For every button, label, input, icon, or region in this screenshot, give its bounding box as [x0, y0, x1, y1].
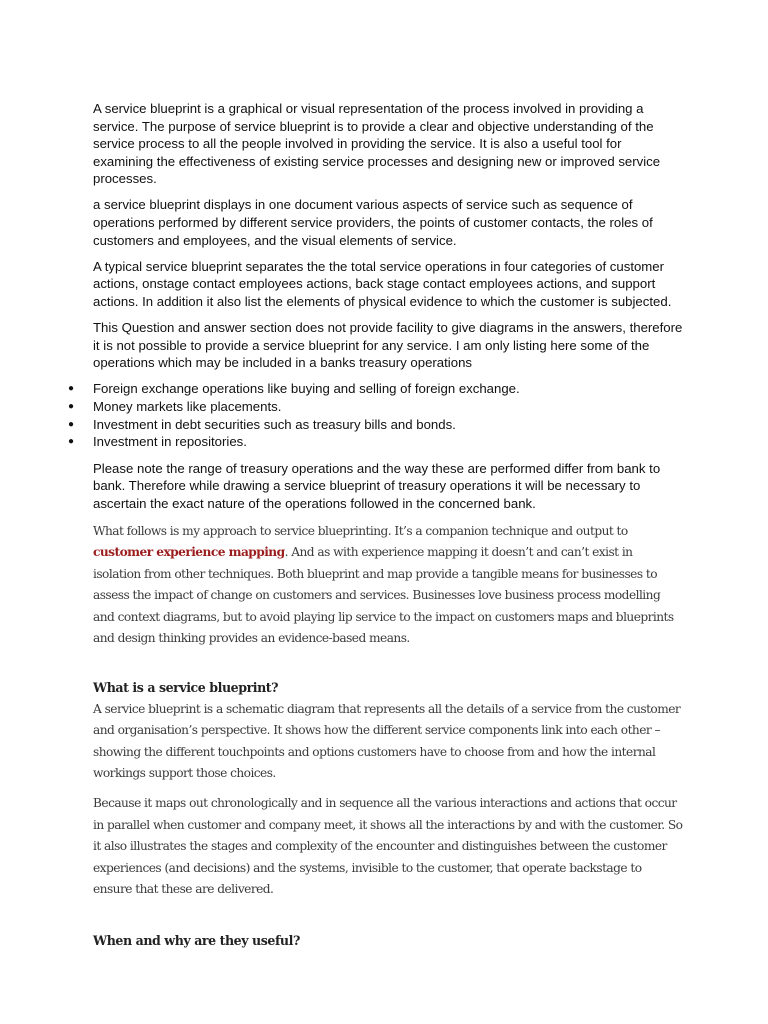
intro-text-after-link: . And as with experience mapping it doesn’t and can’t exist in isolation from other techniques. Both blueprint and map provide a tangible means for businesses to assess the impact of change on customers and services. Businesses love business process modelling and context diagrams, but to avoid playing lip service to the impact on customers maps and blueprints and design thinking provides an evidence-based means.	[93, 545, 674, 645]
list-item	[68, 380, 683, 398]
article-section	[93, 521, 683, 952]
bullet-icon: ●	[68, 436, 75, 448]
document-page	[68, 100, 683, 952]
paragraph-chronology: Because it maps out chronologically and in sequence all the various interactions and actions that occur in parallel when customer and company meet, it shows all the interactions by and with the customer. So it also illustrates the stages and complexity of the encounter and distinguishes between the customer experiences (and decisions) and the systems, invisible to the customer, that operate backstage to ensure that these are delivered.	[93, 796, 683, 897]
heading-what-is-blueprint: What is a service blueprint?	[93, 680, 279, 696]
paragraph-categories: A typical service blueprint separates the the total service operations in four categories of customer actions, onstage contact employees actions, back stage contact employees actions, and support actions. In addition it also list the elements of physical evidence to which the customer is subjected.	[93, 258, 672, 309]
paragraph-closing: Please note the range of treasury operations and the way these are performed differ from bank to bank. Therefore while drawing a service blueprint of treasury operations it will be necessary to ascertain the exact nature of the operations followed in the concerned bank.	[93, 460, 661, 511]
paragraph-aspects: a service blueprint displays in one document various aspects of service such as sequence of operations performed by different service providers, the points of customer contacts, the roles of customers and employees, and the visual elements of service.	[93, 197, 653, 248]
list-item	[68, 433, 683, 451]
paragraph-limitation: This Question and answer section does not provide facility to give diagrams in the answers, therefore it is not possible to provide a service blueprint for any service. I am only listing here some of the operations which may be included in a banks treasury operations	[93, 320, 683, 371]
bullet-icon: ●	[68, 383, 75, 395]
list-item	[68, 398, 683, 416]
list-item	[68, 416, 683, 434]
paragraph-intro	[93, 521, 683, 649]
bullet-icon: ●	[68, 418, 75, 430]
heading-when-why-useful: When and why are they useful?	[93, 933, 300, 949]
intro-text-before-link: What follows is my approach to service blueprinting. It’s a companion technique and output to	[93, 523, 628, 538]
list-item-text: Investment in debt securities such as treasury bills and bonds.	[93, 416, 456, 432]
treasury-operations-list	[68, 380, 683, 450]
list-item-text: Investment in repositories.	[93, 434, 247, 450]
list-item-text: Foreign exchange operations like buying and selling of foreign exchange.	[93, 381, 520, 397]
paragraph-definition: A service blueprint is a graphical or visual representation of the process involved in providing a service. The purpose of service blueprint is to provide a clear and objective understanding of the service process to all the people involved in providing the service. It is also a useful tool for examining the effectiveness of existing service processes and designing new or improved service processes.	[93, 101, 661, 187]
paragraph-schematic: A service blueprint is a schematic diagram that represents all the details of a service from the customer and organisation’s perspective. It shows how the different service components link into each other – showing the different touchpoints and options customers have to choose from and how the internal workings support those choices.	[93, 701, 681, 781]
customer-experience-mapping-link[interactable]: customer experience mapping	[93, 545, 285, 560]
list-item-text: Money markets like placements.	[93, 398, 282, 414]
bullet-icon: ●	[68, 400, 75, 412]
answer-section	[68, 100, 683, 512]
